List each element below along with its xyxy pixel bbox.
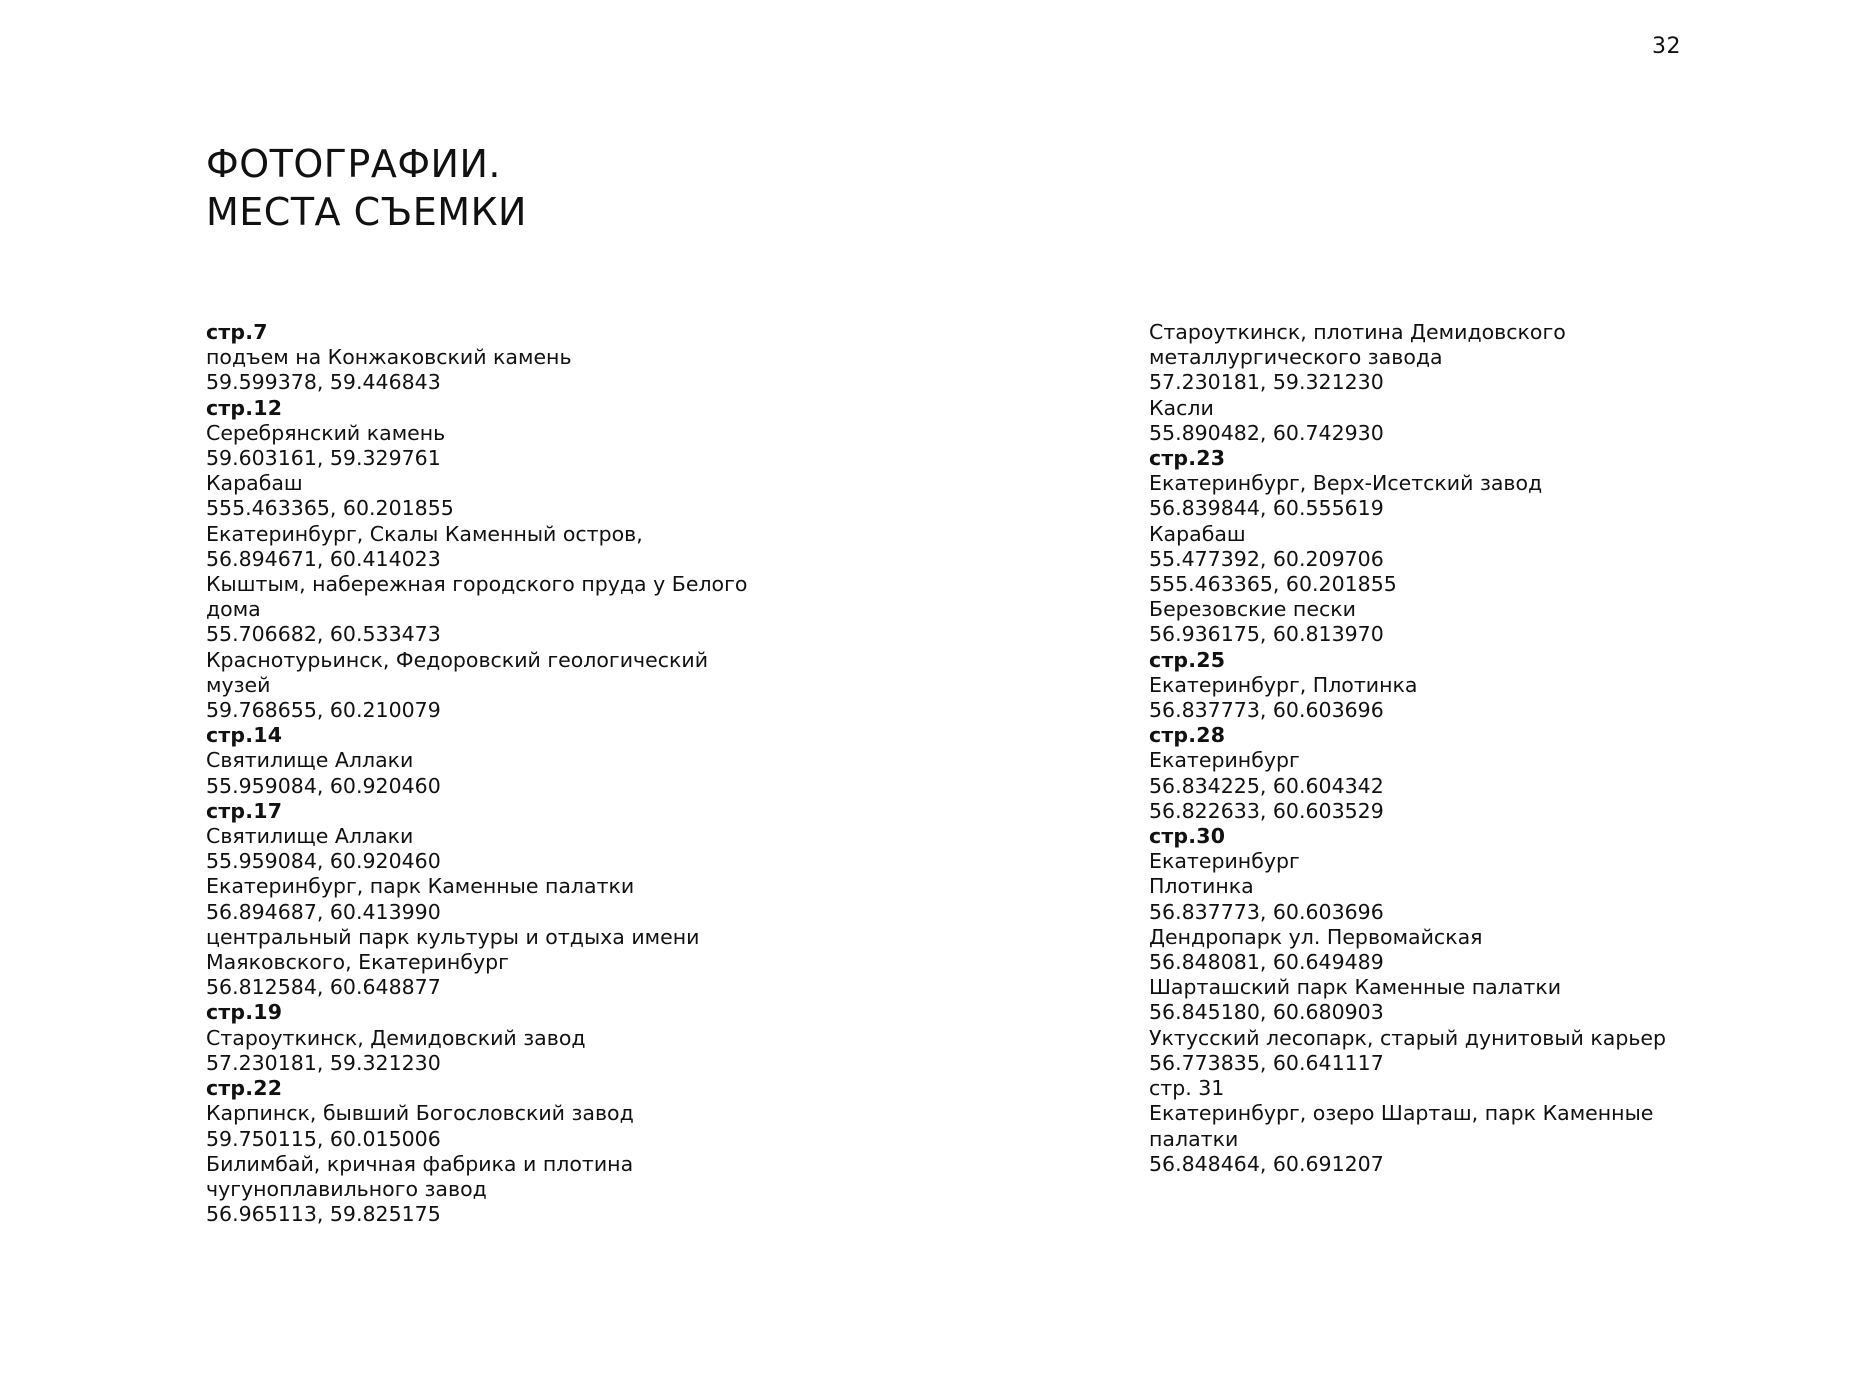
page-reference-heading: стр.14 xyxy=(206,723,283,748)
location-line: 59.603161, 59.329761 xyxy=(206,446,441,471)
location-line: Екатеринбург xyxy=(1149,748,1300,773)
page-reference-heading: стр.19 xyxy=(206,1000,283,1025)
location-line: Касли xyxy=(1149,395,1214,420)
location-line: 56.837773, 60.603696 xyxy=(1149,698,1384,723)
location-line: 56.822633, 60.603529 xyxy=(1149,798,1384,823)
page-number: 32 xyxy=(1652,34,1681,59)
location-line: палатки xyxy=(1149,1126,1239,1151)
location-line: 56.839844, 60.555619 xyxy=(1149,496,1384,521)
location-line: Святилище Аллаки xyxy=(206,824,414,849)
location-line: 56.812584, 60.648877 xyxy=(206,975,441,1000)
location-line: 59.599378, 59.446843 xyxy=(206,370,441,395)
location-line: 56.845180, 60.680903 xyxy=(1149,1000,1384,1025)
location-line: 55.959084, 60.920460 xyxy=(206,849,441,874)
location-line: подъем на Конжаковский камень xyxy=(206,345,572,370)
location-line: Екатеринбург, парк Каменные палатки xyxy=(206,874,635,899)
left-column xyxy=(206,320,826,1227)
location-line: Плотинка xyxy=(1149,874,1254,899)
location-line: Дендропарк ул. Первомайская xyxy=(1149,924,1483,949)
page-reference-heading: стр.17 xyxy=(206,798,283,823)
location-line: Шарташский парк Каменные палатки xyxy=(1149,975,1562,1000)
right-column xyxy=(1149,320,1769,1177)
location-line: 59.750115, 60.015006 xyxy=(206,1126,441,1151)
location-line: Екатеринбург, Плотинка xyxy=(1149,672,1418,697)
location-line: Кыштым, набережная городского пруда у Белого xyxy=(206,572,748,597)
location-line: Староуткинск, Демидовский завод xyxy=(206,1025,586,1050)
location-line: 59.768655, 60.210079 xyxy=(206,698,441,723)
location-line: Уктусский лесопарк, старый дунитовый карьер xyxy=(1149,1025,1667,1050)
location-line: Маяковского, Екатеринбург xyxy=(206,950,509,975)
location-line: 56.936175, 60.813970 xyxy=(1149,622,1384,647)
location-line: 56.834225, 60.604342 xyxy=(1149,773,1384,798)
location-line: 56.965113, 59.825175 xyxy=(206,1202,441,1227)
location-line: Екатеринбург, Скалы Каменный остров, xyxy=(206,521,643,546)
location-line: 55.959084, 60.920460 xyxy=(206,773,441,798)
location-line: Екатеринбург xyxy=(1149,849,1300,874)
location-line: 55.706682, 60.533473 xyxy=(206,622,441,647)
location-line: 56.773835, 60.641117 xyxy=(1149,1050,1384,1075)
location-line: Екатеринбург, Верх-Исетский завод xyxy=(1149,471,1543,496)
location-line: Святилище Аллаки xyxy=(206,748,414,773)
location-line: Краснотурьинск, Федоровский геологический xyxy=(206,647,709,672)
location-line: 56.848464, 60.691207 xyxy=(1149,1151,1384,1176)
page-reference-heading: стр.7 xyxy=(206,320,268,344)
location-line: дома xyxy=(206,597,261,622)
location-line: 56.894671, 60.414023 xyxy=(206,546,441,571)
location-line: 55.477392, 60.209706 xyxy=(1149,546,1384,571)
location-line: 555.463365, 60.201855 xyxy=(206,496,454,521)
location-line: стр. 31 xyxy=(1149,1076,1225,1101)
page-reference-heading: стр.30 xyxy=(1149,824,1226,849)
location-line: 56.894687, 60.413990 xyxy=(206,899,441,924)
location-line: музей xyxy=(206,672,271,697)
location-line: металлургического завода xyxy=(1149,345,1443,370)
page-reference-heading: стр.22 xyxy=(206,1076,283,1101)
location-line: Березовские пески xyxy=(1149,597,1356,622)
location-line: Карабаш xyxy=(1149,521,1246,546)
location-line: центральный парк культуры и отдыха имени xyxy=(206,924,700,949)
location-line: 56.837773, 60.603696 xyxy=(1149,899,1384,924)
location-line: 55.890482, 60.742930 xyxy=(1149,420,1384,445)
location-line: чугуноплавильного завод xyxy=(206,1176,487,1201)
location-line: Карпинск, бывший Богословский завод xyxy=(206,1101,634,1126)
location-line: 57.230181, 59.321230 xyxy=(1149,370,1384,395)
page-title-line-2: МЕСТА СЪЕМКИ xyxy=(206,190,527,234)
page-reference-heading: стр.28 xyxy=(1149,723,1226,748)
location-line: 57.230181, 59.321230 xyxy=(206,1050,441,1075)
page-title xyxy=(206,140,527,236)
location-line: 56.848081, 60.649489 xyxy=(1149,950,1384,975)
page-reference-heading: стр.12 xyxy=(206,395,283,420)
location-line: Староуткинск, плотина Демидовского xyxy=(1149,320,1566,344)
location-line: 555.463365, 60.201855 xyxy=(1149,572,1397,597)
page-reference-heading: стр.25 xyxy=(1149,647,1226,672)
location-line: Серебрянский камень xyxy=(206,420,446,445)
location-line: Екатеринбург, озеро Шарташ, парк Каменные xyxy=(1149,1101,1654,1126)
page-reference-heading: стр.23 xyxy=(1149,446,1226,471)
location-line: Билимбай, кричная фабрика и плотина xyxy=(206,1151,634,1176)
location-line: Карабаш xyxy=(206,471,303,496)
page-title-line-1: ФОТОГРАФИИ. xyxy=(206,142,501,186)
